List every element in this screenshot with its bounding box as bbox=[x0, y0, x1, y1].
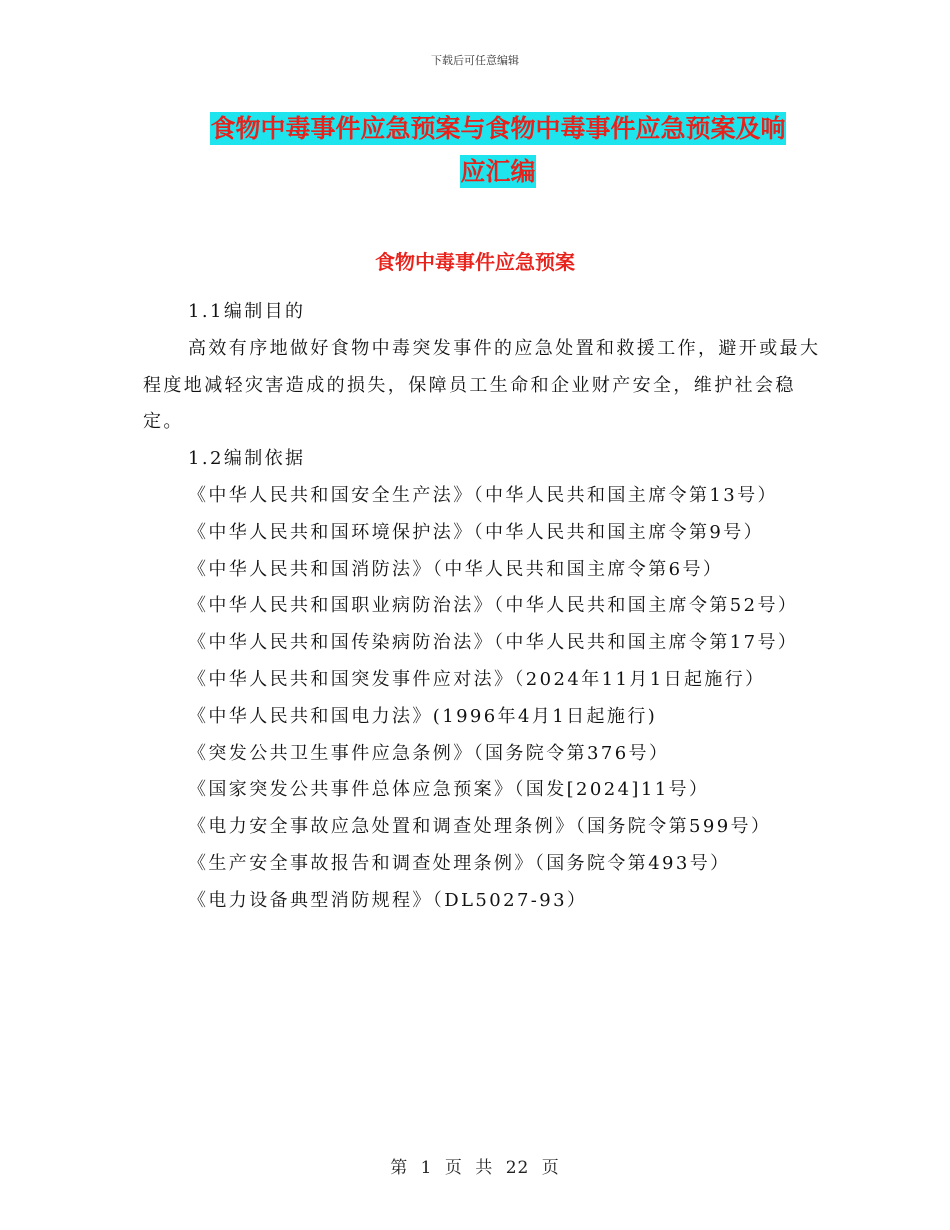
paragraph-law-infectious: 《中华人民共和国传染病防治法》（中华人民共和国主席令第17号） bbox=[188, 632, 799, 654]
document-title-line-1 bbox=[143, 113, 853, 145]
document-title-text-1: 食物中毒事件应急预案与食物中毒事件应急预案及响 bbox=[210, 114, 786, 143]
footer-page-unit: 页 bbox=[444, 1158, 463, 1178]
paragraph-law-electricity: 《中华人民共和国电力法》(1996年4月1日起施行) bbox=[188, 705, 658, 727]
section-title: 食物中毒事件应急预案 bbox=[375, 250, 575, 274]
footer-total-prefix: 共 bbox=[475, 1158, 494, 1178]
footer-prefix: 第 bbox=[390, 1158, 409, 1178]
paragraph-law-fire: 《中华人民共和国消防法》（中华人民共和国主席令第6号） bbox=[188, 558, 724, 580]
document-title-text-2: 应汇编 bbox=[460, 157, 536, 186]
paragraph-purpose: 高效有序地做好食物中毒突发事件的应急处置和救援工作，避开或最大程度地减轻灾害造成的损失，保障员工生命和企业财产安全，维护社会稳定。 bbox=[143, 337, 821, 433]
paragraph-law-occupational: 《中华人民共和国职业病防治法》（中华人民共和国主席令第52号） bbox=[188, 595, 799, 617]
paragraph-law-safety: 《中华人民共和国安全生产法》（中华人民共和国主席令第13号） bbox=[188, 484, 778, 506]
header-note: 下载后可任意编辑 bbox=[431, 54, 519, 67]
paragraph-heading-1-1: 1.1编制目的 bbox=[188, 301, 306, 322]
footer-page-number: 1 bbox=[420, 1158, 433, 1178]
paragraph-regulation-health: 《突发公共卫生事件应急条例》（国务院令第376号） bbox=[188, 742, 670, 764]
paragraph-fire-code: 《电力设备典型消防规程》（DL5027-93） bbox=[188, 889, 588, 911]
paragraph-law-emergency: 《中华人民共和国突发事件应对法》（2024年11月1日起施行） bbox=[188, 668, 766, 690]
paragraph-regulation-power-accident: 《电力安全事故应急处置和调查处理条例》（国务院令第599号） bbox=[188, 816, 772, 838]
page-footer bbox=[0, 1153, 950, 1178]
paragraph-law-environment: 《中华人民共和国环境保护法》（中华人民共和国主席令第9号） bbox=[188, 521, 765, 543]
paragraph-plan-national: 《国家突发公共事件总体应急预案》（国发[2024]11号） bbox=[188, 779, 710, 801]
document-body bbox=[143, 294, 823, 920]
paragraph-heading-1-2: 1.2编制依据 bbox=[188, 448, 306, 470]
paragraph-regulation-report: 《生产安全事故报告和调查处理条例》（国务院令第493号） bbox=[188, 852, 731, 874]
footer-total-unit: 页 bbox=[541, 1158, 560, 1178]
document-title-line-2 bbox=[143, 156, 853, 188]
footer-total-pages: 22 bbox=[505, 1158, 530, 1178]
